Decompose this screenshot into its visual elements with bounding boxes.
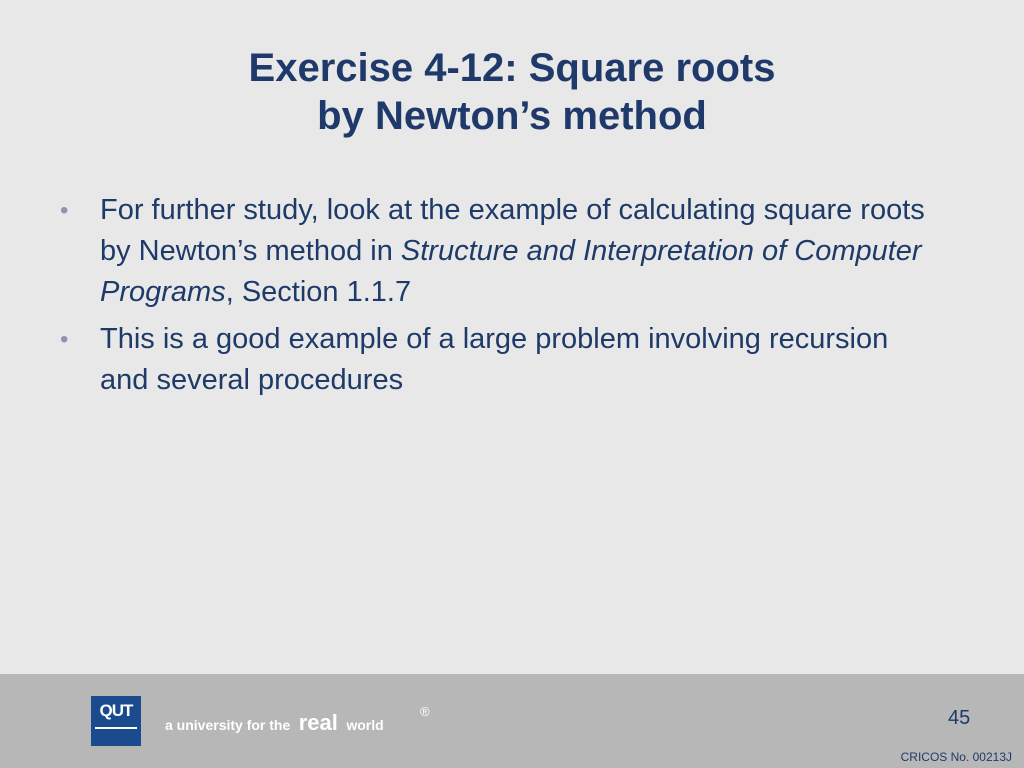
cricos-number: CRICOS No. 00213J (900, 750, 1012, 764)
bullet-text-part1: For further study, look at the example of calculating square roots by Newton’s method in (100, 194, 925, 267)
bullet-icon: • (60, 326, 69, 353)
book-title-italic: Structure and Interpretation of Computer Programs (100, 235, 922, 308)
qut-logo-underline (95, 727, 137, 729)
bullet-item-good-example (60, 319, 940, 401)
qut-logo (91, 696, 141, 746)
registered-trademark-icon: ® (420, 704, 430, 719)
footer-band (0, 674, 1024, 768)
page-number: 45 (948, 707, 971, 729)
university-tagline (165, 710, 384, 736)
tagline-real: real (298, 710, 338, 735)
bullet-item-further-study (60, 190, 940, 313)
slide-title-line1: Exercise 4-12: Square roots (248, 46, 776, 90)
tagline-prefix: a university for the (165, 717, 291, 733)
bullet-icon: • (60, 197, 69, 224)
bullet-text: This is a good example of a large problem involving recursion and several procedures (100, 323, 889, 396)
tagline-world: world (346, 717, 384, 733)
slide-title-line2: by Newton’s method (317, 94, 707, 138)
bullet-text-part2: , Section 1.1.7 (225, 276, 412, 308)
slide-title (0, 44, 1024, 140)
qut-logo-text: QUT (99, 701, 133, 720)
bullet-list (60, 190, 940, 407)
